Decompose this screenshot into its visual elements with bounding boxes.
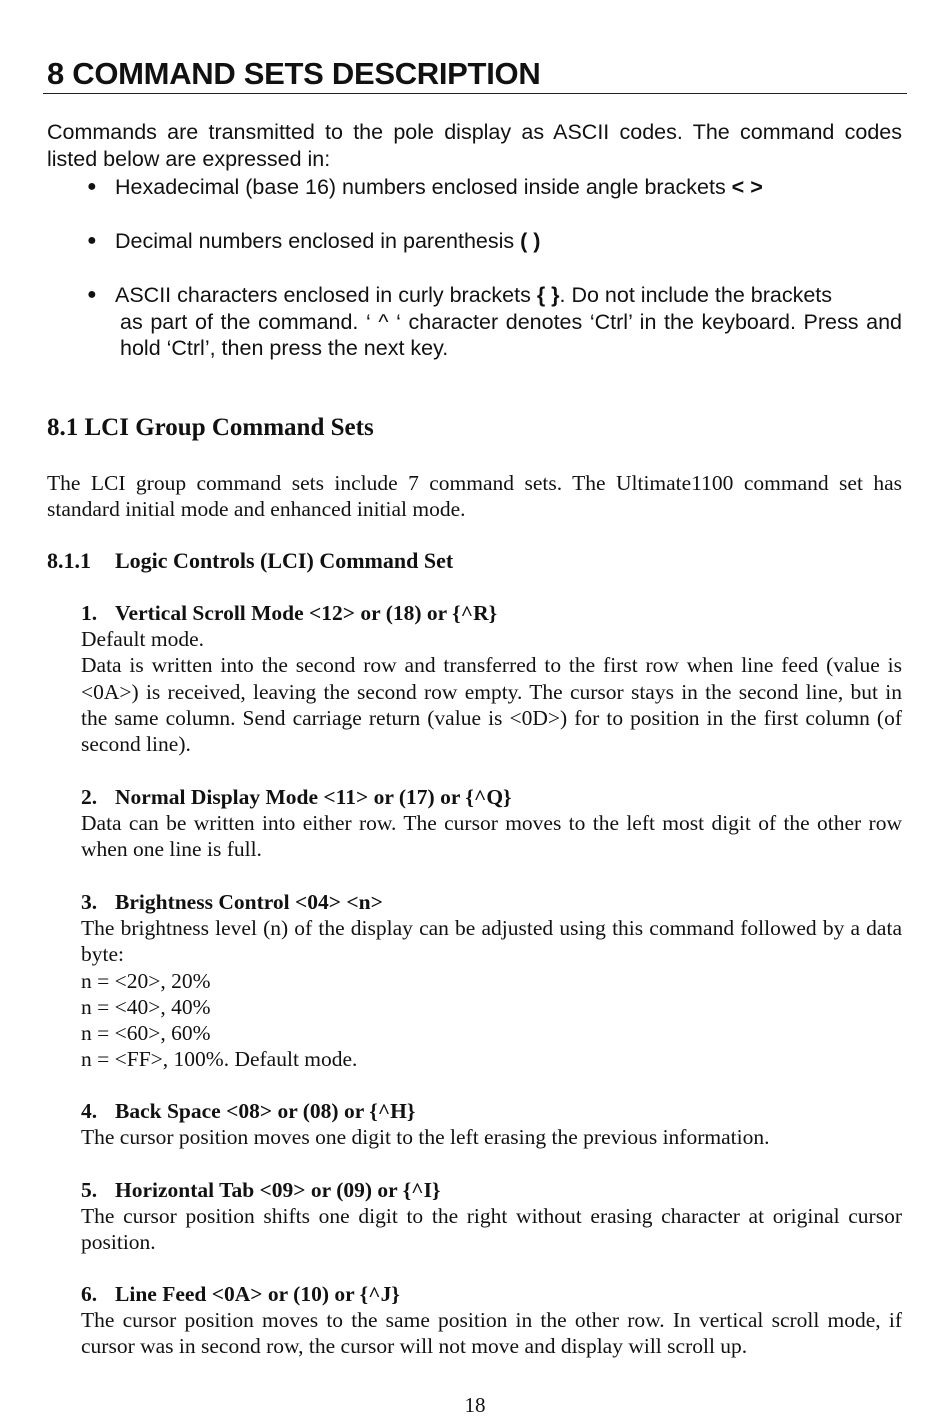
- intro-paragraph: Commands are transmitted to the pole display as ASCII codes. The command codes listed below are expressed in:: [47, 120, 902, 171]
- command-name: Back Space <08> or (08) or {^H}: [115, 1099, 416, 1123]
- bullet-dot-icon: ●: [87, 178, 97, 195]
- command-description: The cursor position moves to the same position in the other row. In vertical scroll mode, if cursor was in second row, the cursor will not move and display will scroll up.: [81, 1308, 902, 1359]
- command-number: 1.: [81, 601, 98, 625]
- subsubsection-title: Logic Controls (LCI) Command Set: [115, 548, 454, 573]
- bullet-text: ASCII characters enclosed in curly brackets: [115, 283, 537, 307]
- bullet-text-after: . Do not include the brackets: [559, 283, 833, 307]
- bullet-text: Decimal numbers enclosed in parenthesis: [115, 229, 521, 253]
- command-item: [81, 1098, 902, 1150]
- command-name: Normal Display Mode <11> or (17) or {^Q}: [115, 785, 512, 809]
- subsection-paragraph: The LCI group command sets include 7 command sets. The Ultimate1100 command set has standard initial mode and enhanced initial mode.: [47, 471, 902, 522]
- bullet-symbol: { }: [536, 283, 560, 307]
- command-title: [81, 889, 902, 915]
- brightness-level: n = <20>, 20%: [81, 968, 211, 993]
- command-name: Line Feed <0A> or (10) or {^J}: [115, 1282, 400, 1306]
- command-item: [81, 1281, 902, 1360]
- bullet-symbol: ( ): [520, 229, 541, 253]
- bullet-dot-icon: ●: [87, 286, 97, 303]
- bullet-continuation: as part of the command. ‘ ^ ‘ character denotes ‘Ctrl’ in the keyboard. Press and hold ‘Ctrl’, then press the next key.: [120, 309, 902, 360]
- bullet-dot-icon: ●: [87, 232, 97, 249]
- subsubsection-number: 8.1.1: [47, 548, 91, 573]
- brightness-level: n = <40>, 40%: [81, 994, 211, 1019]
- command-item: [81, 1177, 902, 1256]
- subsubsection-heading: [47, 548, 453, 574]
- brightness-level: n = <60>, 60%: [81, 1021, 211, 1046]
- command-number: 6.: [81, 1282, 98, 1306]
- command-number: 5.: [81, 1178, 98, 1202]
- command-title: [81, 1177, 902, 1203]
- command-title: [81, 1098, 902, 1124]
- command-name: Horizontal Tab <09> or (09) or {^I}: [115, 1178, 441, 1202]
- bullet-text: Hexadecimal (base 16) numbers enclosed inside angle brackets: [115, 175, 732, 199]
- page-number: 18: [464, 1393, 486, 1417]
- command-description: Data is written into the second row and transferred to the first row when line feed (value is <0A>) is received, leaving the second row empty. The cursor stays in the second line, but in the same column. Send carriage return (value is <0D>) for to position in the first column (of second line).: [81, 653, 902, 757]
- command-note: Default mode.: [81, 627, 204, 652]
- command-item: [81, 889, 902, 1072]
- command-number: 3.: [81, 890, 98, 914]
- command-description: The brightness level (n) of the display can be adjusted using this command followed by a data byte:: [81, 916, 902, 967]
- brightness-level: n = <FF>, 100%. Default mode.: [81, 1047, 358, 1072]
- heading-rule: [43, 93, 907, 94]
- command-title: [81, 600, 902, 626]
- command-number: 2.: [81, 785, 98, 809]
- command-number: 4.: [81, 1099, 98, 1123]
- section-heading: 8 COMMAND SETS DESCRIPTION: [47, 56, 541, 91]
- command-description: The cursor position moves one digit to the left erasing the previous information.: [81, 1125, 770, 1150]
- command-description: The cursor position shifts one digit to the right without erasing character at original cursor position.: [81, 1204, 902, 1255]
- command-name: Vertical Scroll Mode <12> or (18) or {^R}: [115, 601, 498, 625]
- bullet-symbol: < >: [731, 175, 763, 199]
- command-name: Brightness Control <04> <n>: [115, 890, 383, 914]
- command-title: [81, 1281, 902, 1307]
- command-item: [81, 600, 902, 757]
- command-item: [81, 784, 902, 863]
- command-description: Data can be written into either row. The cursor moves to the left most digit of the other row when one line is full.: [81, 811, 902, 862]
- command-title: [81, 784, 902, 810]
- subsection-heading: 8.1 LCI Group Command Sets: [47, 414, 374, 441]
